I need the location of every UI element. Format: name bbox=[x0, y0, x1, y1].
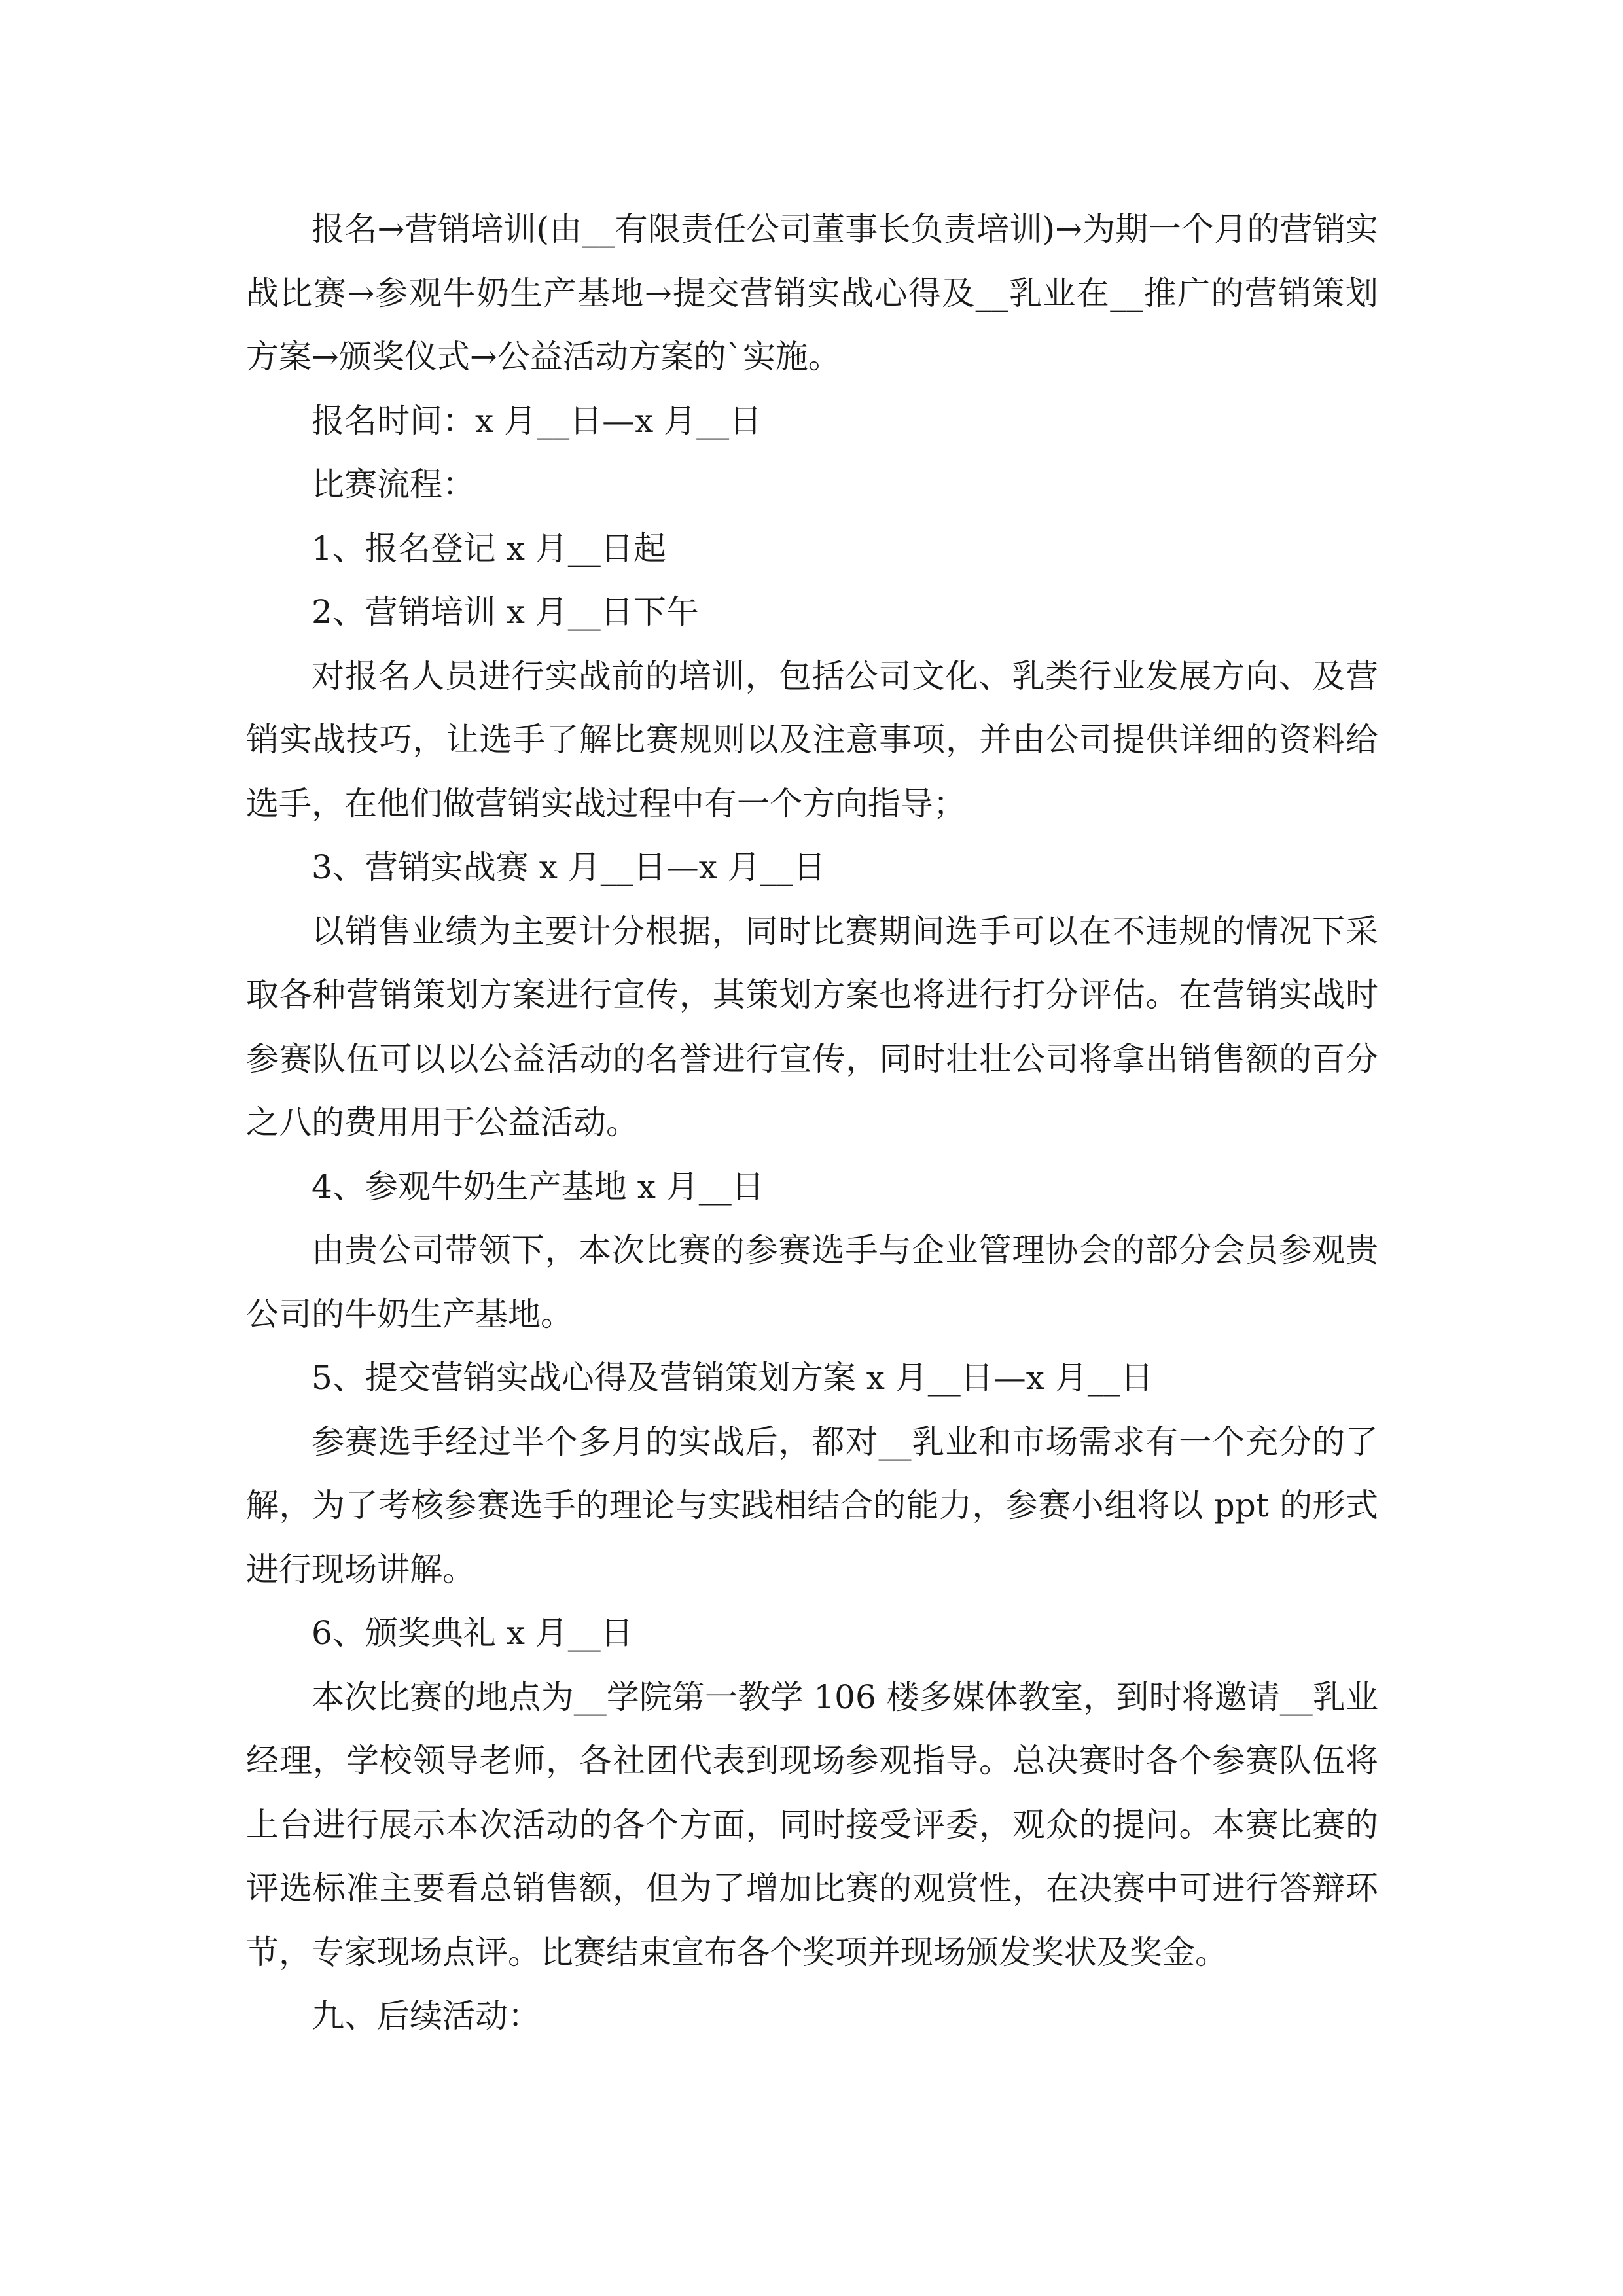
paragraph-step-4-detail: 由贵公司带领下，本次比赛的参赛选手与企业管理协会的部分会员参观贵公司的牛奶生产基地。 bbox=[246, 1231, 1378, 1333]
paragraph-step-6: 6、颁奖典礼 x 月__日 bbox=[312, 1614, 633, 1652]
document-body bbox=[246, 198, 1378, 2049]
paragraph-step-4: 4、参观牛奶生产基地 x 月__日 bbox=[312, 1167, 764, 1206]
paragraph-step-2: 2、营销培训 x 月__日下午 bbox=[312, 593, 699, 631]
paragraph-step-2-detail: 对报名人员进行实战前的培训，包括公司文化、乳类行业发展方向、及营销实战技巧，让选手了解比赛规则以及注意事项，并由公司提供详细的资料给选手，在他们做营销实战过程中有一个方向指导； bbox=[246, 656, 1378, 823]
paragraph-section-9-heading: 九、后续活动： bbox=[312, 1997, 541, 2035]
paragraph-competition-flow-heading: 比赛流程： bbox=[312, 465, 475, 503]
paragraph-registration-time: 报名时间：x 月__日—x 月__日 bbox=[312, 401, 762, 440]
paragraph-step-3-detail: 以销售业绩为主要计分根据，同时比赛期间选手可以在不违规的情况下采取各种营销策划方案进行宣传，其策划方案也将进行打分评估。在营销实战时参赛队伍可以以公益活动的名誉进行宣传，同时壮壮公司将拿出销售额的百分之八的费用用于公益活动。 bbox=[246, 912, 1378, 1141]
paragraph-step-1: 1、报名登记 x 月__日起 bbox=[312, 529, 666, 567]
paragraph-step-5-detail: 参赛选手经过半个多月的实战后，都对__乳业和市场需求有一个充分的了解，为了考核参赛选手的理论与实践相结合的能力，参赛小组将以 ppt 的形式进行现场讲解。 bbox=[246, 1422, 1378, 1588]
paragraph-step-3: 3、营销实战赛 x 月__日—x 月__日 bbox=[312, 848, 826, 886]
paragraph-step-6-detail: 本次比赛的地点为__学院第一教学 106 楼多媒体教室，到时将邀请__乳业经理，学校领导老师，各社团代表到现场参观指导。总决赛时各个参赛队伍将上台进行展示本次活动的各个方面，同时接受评委，观众的提问。本赛比赛的评选标准主要看总销售额，但为了增加比赛的观赏性，在决赛中可进行答辩环节，专家现场点评。比赛结束宣布各个奖项并现场颁发奖状及奖金。 bbox=[246, 1677, 1378, 1971]
paragraph-process-flow: 报名→营销培训(由__有限责任公司董事长负责培训)→为期一个月的营销实战比赛→参观牛奶生产基地→提交营销实战心得及__乳业在__推广的营销策划方案→颁奖仪式→公益活动方案的`实施。 bbox=[246, 210, 1378, 376]
paragraph-step-5: 5、提交营销实战心得及营销策划方案 x 月__日—x 月__日 bbox=[312, 1359, 1153, 1397]
